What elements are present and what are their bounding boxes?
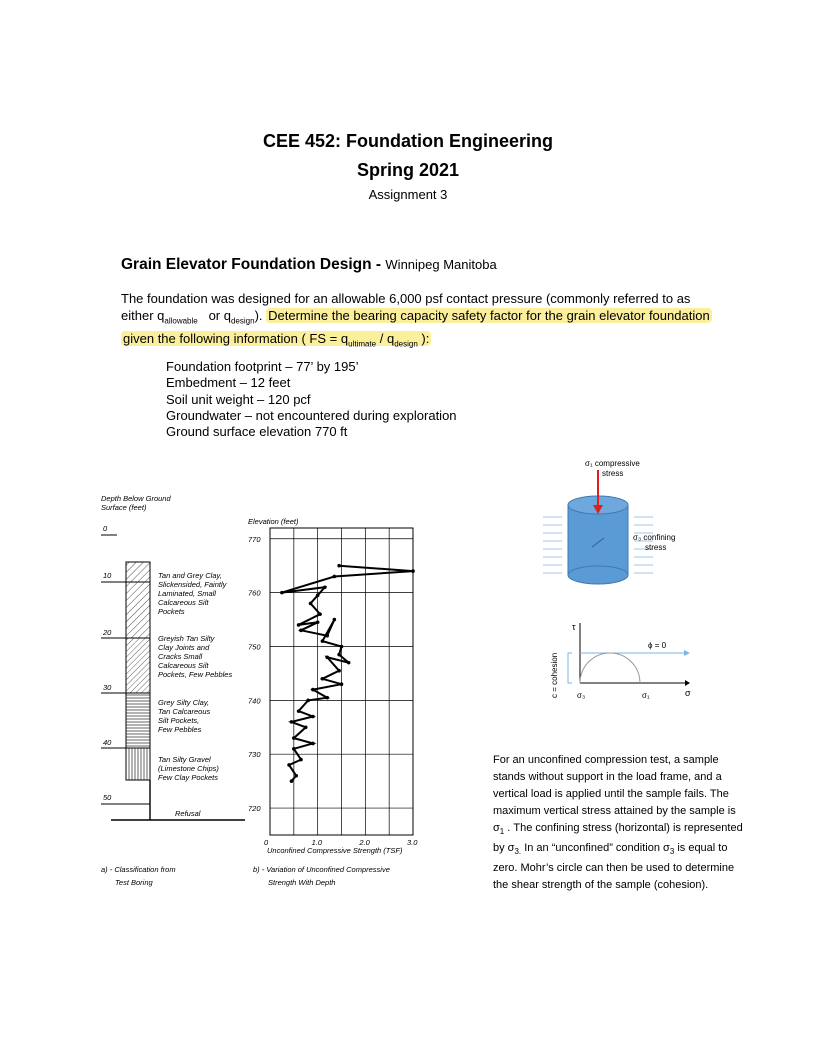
highlighted-task-2: given the following information ( FS = $q_{ultimate} / q_{design}$ ): bbox=[123, 330, 430, 349]
y-tick-label: 760 bbox=[248, 588, 261, 598]
data-point bbox=[311, 688, 315, 692]
layer-4-line: (Limestone Chips) bbox=[158, 764, 219, 773]
given-item: Foundation footprint – 77’ by 195’ bbox=[166, 359, 359, 374]
y-tick-label: 730 bbox=[248, 750, 261, 760]
data-point bbox=[337, 653, 341, 657]
paragraph-line-1: The foundation was designed for an allowable 6,000 psf contact pressure (commonly referred to as bbox=[121, 291, 691, 306]
refusal-label: Refusal bbox=[175, 809, 201, 818]
intro-paragraph bbox=[121, 290, 721, 352]
assignment-label: Assignment 3 bbox=[368, 187, 448, 202]
paragraph-line-2: either $q_{allowable}$ or $q_{design}$). Determine the bearing capacity safety factor for the grain elevator foundation bbox=[121, 308, 710, 326]
data-point bbox=[299, 629, 303, 633]
term-title: Spring 2021 bbox=[356, 160, 460, 180]
data-point bbox=[292, 736, 296, 740]
data-point bbox=[318, 612, 322, 616]
caption-line: the shear strength of the sample (cohesion). bbox=[493, 879, 709, 892]
layer-1-line: Tan and Grey Clay, bbox=[158, 571, 222, 580]
sigma1-axis: σ₁ bbox=[642, 691, 650, 700]
y-tick-label: 770 bbox=[248, 534, 261, 544]
given-item: Soil unit weight – 120 pcf bbox=[166, 391, 311, 407]
layer-1-line: Laminated, Small bbox=[158, 589, 216, 598]
layer-4-line: Few Clay Pockets bbox=[158, 773, 219, 782]
layer-1-line: Calcareous Silt bbox=[158, 598, 209, 607]
sigma1-label-2: stress bbox=[602, 469, 624, 478]
data-point bbox=[340, 682, 344, 686]
data-point bbox=[347, 661, 351, 665]
data-point bbox=[290, 779, 294, 783]
depth-label: 20 bbox=[103, 628, 112, 637]
caption-line: vertical load is applied until the sample fails. The bbox=[493, 788, 729, 800]
section-title: Grain Elevator Foundation Design - bbox=[121, 256, 382, 273]
test-caption bbox=[493, 752, 755, 894]
chart-caption-2: Strength With Depth bbox=[268, 878, 336, 887]
caption-line: $\sigma_1$ . The confining stress (horizontal) is represented bbox=[493, 822, 743, 837]
given-item: Embedment – 12 feet bbox=[166, 375, 291, 391]
y-tick-label: 720 bbox=[248, 804, 261, 814]
chart-grid bbox=[270, 528, 413, 835]
sigma3-axis: σ₃ bbox=[577, 691, 586, 700]
depth-label: 10 bbox=[103, 571, 112, 580]
layer-2-line: Pockets, Few Pebbles bbox=[158, 670, 233, 679]
chart-yticks bbox=[248, 535, 261, 813]
data-point bbox=[340, 645, 344, 649]
x-tick-label: 1.0 bbox=[311, 838, 323, 847]
section-location: Winnipeg Manitoba bbox=[385, 257, 497, 272]
layer-4-line: Tan Silty Gravel bbox=[158, 755, 211, 764]
data-point bbox=[411, 569, 415, 573]
data-point bbox=[337, 669, 341, 673]
phi-label: ϕ = 0 bbox=[648, 641, 667, 650]
depth-label: 30 bbox=[103, 683, 112, 692]
chart-ylabel: Elevation (feet) bbox=[248, 517, 299, 526]
sigma-axis: σ bbox=[685, 688, 691, 698]
soil-profile-figure bbox=[95, 490, 435, 890]
data-point bbox=[309, 602, 313, 606]
caption-line: stands without support in the load frame, and a bbox=[493, 771, 722, 783]
given-item: Ground surface elevation 770 ft bbox=[166, 424, 348, 440]
layer-2-line: Calcareous Silt bbox=[158, 661, 209, 670]
data-point bbox=[294, 774, 298, 778]
data-point bbox=[321, 677, 325, 681]
ucs-chart bbox=[248, 517, 418, 887]
paragraph-line-3 bbox=[121, 330, 721, 353]
sigma3-label-2: stress bbox=[645, 543, 667, 552]
data-point bbox=[280, 591, 284, 595]
x-tick-label: 2.0 bbox=[359, 838, 370, 847]
data-point bbox=[316, 620, 320, 624]
y-tick-label: 740 bbox=[248, 696, 261, 706]
data-point bbox=[297, 709, 301, 713]
data-point bbox=[333, 618, 337, 622]
x-tick-label: 0 bbox=[264, 838, 269, 847]
caption-line: maximum vertical stress attained by the sample is bbox=[493, 805, 736, 817]
sigma1-label: σ₁ compressive bbox=[585, 459, 640, 468]
highlighted-task: Determine the bearing capacity safety factor for the grain elevator foundation bbox=[268, 308, 710, 323]
data-point bbox=[306, 699, 310, 703]
depth-label: 0 bbox=[103, 524, 108, 533]
unconfined-test-diagram bbox=[530, 455, 710, 710]
data-point bbox=[297, 623, 301, 627]
data-point bbox=[325, 655, 329, 659]
layer-1-line: Slickensided, Faintly bbox=[158, 580, 227, 589]
log-caption-2: Test Boring bbox=[115, 878, 153, 887]
data-point bbox=[321, 639, 325, 643]
series-line bbox=[282, 566, 413, 781]
mohr-circle-plot bbox=[550, 622, 691, 700]
layer-3-line: Tan Calcareous bbox=[158, 707, 211, 716]
chart-xlabel: Unconfined Compressive Strength (TSF) bbox=[267, 846, 403, 855]
data-point bbox=[290, 720, 294, 724]
layer-2-line: Greyish Tan Silty bbox=[158, 634, 215, 643]
data-point bbox=[333, 575, 337, 579]
layer-descriptions bbox=[158, 571, 232, 782]
data-point bbox=[311, 715, 315, 719]
data-point bbox=[325, 634, 329, 638]
data-point bbox=[304, 725, 308, 729]
caption-line: For an unconfined compression test, a sample bbox=[493, 754, 719, 766]
data-point bbox=[299, 758, 303, 762]
log-caption-1: a) - Classification from bbox=[101, 865, 176, 874]
layer-3-line: Grey Silty Clay, bbox=[158, 698, 210, 707]
data-point bbox=[325, 696, 329, 700]
layer-2-line: Cracks Small bbox=[158, 652, 203, 661]
layer-1-line: Pockets bbox=[158, 607, 185, 616]
caption-line: zero. Mohr’s circle can then be used to determine bbox=[493, 862, 735, 875]
data-point bbox=[287, 763, 291, 767]
data-point bbox=[292, 747, 296, 751]
data-point bbox=[337, 564, 341, 568]
cohesion-label: c = cohesion bbox=[550, 652, 559, 698]
section-heading bbox=[121, 256, 497, 274]
caption-line: by $\sigma_{3.}$ In an “unconfined” condition $\sigma_3$ is equal to bbox=[493, 842, 728, 857]
log-header-2: Surface (feet) bbox=[101, 503, 147, 512]
data-point bbox=[311, 742, 315, 746]
data-point bbox=[316, 594, 320, 598]
x-tick-label: 3.0 bbox=[407, 838, 418, 847]
y-tick-label: 750 bbox=[248, 642, 261, 652]
given-item: Groundwater – not encountered during exploration bbox=[166, 407, 457, 423]
layer-3-line: Silt Pockets, bbox=[158, 716, 200, 725]
course-title: CEE 452: Foundation Engineering bbox=[262, 131, 554, 151]
depth-label: 40 bbox=[103, 738, 112, 747]
chart-caption-1: b) - Variation of Unconfined Compressive bbox=[253, 865, 390, 874]
log-header-1: Depth Below Ground bbox=[101, 494, 171, 503]
tau-label: τ bbox=[572, 622, 576, 632]
layer-2-line: Clay Joints and bbox=[158, 643, 210, 652]
sigma3-label: σ₃ confining bbox=[633, 533, 676, 542]
data-point bbox=[323, 585, 327, 589]
given-list bbox=[166, 359, 457, 440]
depth-label: 50 bbox=[103, 793, 112, 802]
layer-3-line: Few Pebbles bbox=[158, 725, 202, 734]
